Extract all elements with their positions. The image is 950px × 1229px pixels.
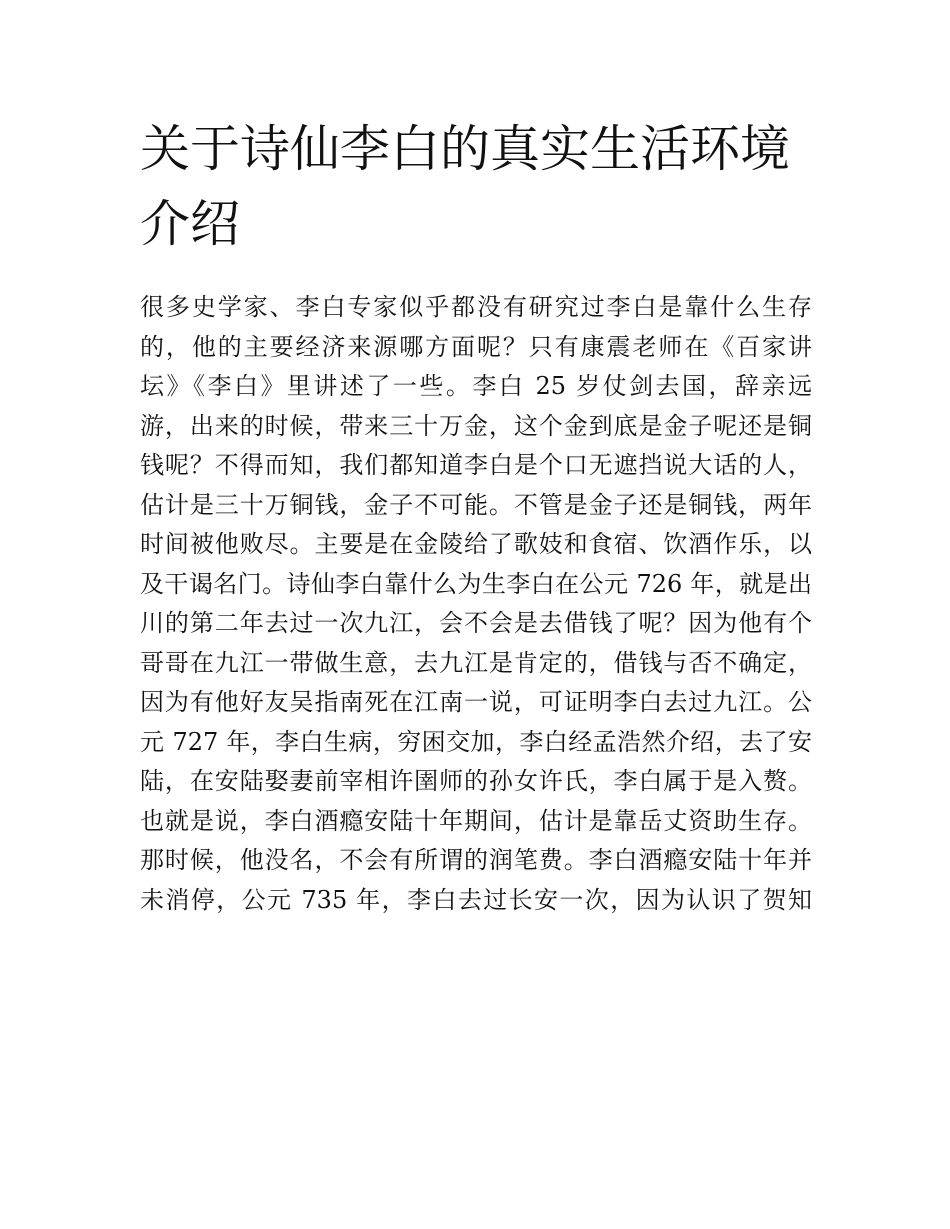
body-line: 哥哥在九江一带做生意，去九江是肯定的，借钱与否不确定， (140, 648, 812, 677)
title-line: 介绍 (140, 195, 240, 253)
body-line: 未消停，公元 735 年，李白去过长安一次，因为认识了贺知 (140, 885, 812, 914)
body-line: 陆，在安陆娶妻前宰相许圉师的孙女许氏，李白属于是入赘。 (140, 767, 812, 795)
title-line: 关于诗仙李白的真实生活环境 (140, 120, 790, 178)
body-line: 因为有他好友吴指南死在江南一说，可证明李白去过九江。公 (140, 688, 812, 716)
body-line: 估计是三十万铜钱，金子不可能。不管是金子还是铜钱，两年 (140, 490, 812, 519)
body-line: 及干谒名门。诗仙李白靠什么为生李白在公元 726 年，就是出 (140, 569, 812, 598)
body-line: 游，出来的时候，带来三十万金，这个金到底是金子呢还是铜 (140, 411, 812, 440)
document-page (140, 112, 812, 920)
body-line: 钱呢？不得而知，我们都知道李白是个口无遮挡说大话的人， (140, 451, 812, 479)
body-line: 时间被他败尽。主要是在金陵给了歌妓和食宿、饮酒作乐，以 (140, 530, 812, 558)
body-line: 很多史学家、李白专家似乎都没有研究过李白是靠什么生存 (140, 293, 812, 321)
document-body (140, 288, 812, 920)
body-line: 那时候，他没名，不会有所谓的润笔费。李白酒瘾安陆十年并 (140, 846, 812, 874)
body-line: 坛》《李白》里讲述了一些。李白 25 岁仗剑去国，辞亲远 (140, 372, 812, 400)
body-line: 的，他的主要经济来源哪方面呢？只有康震老师在《百家讲 (140, 332, 812, 361)
body-line: 也就是说，李白酒瘾安陆十年期间，估计是靠岳丈资助生存。 (140, 806, 812, 835)
document-title (140, 112, 812, 262)
body-line: 元 727 年，李白生病，穷困交加，李白经孟浩然介绍，去了安 (140, 727, 812, 756)
body-line: 川的第二年去过一次九江，会不会是去借钱了呢？因为他有个 (140, 609, 812, 637)
